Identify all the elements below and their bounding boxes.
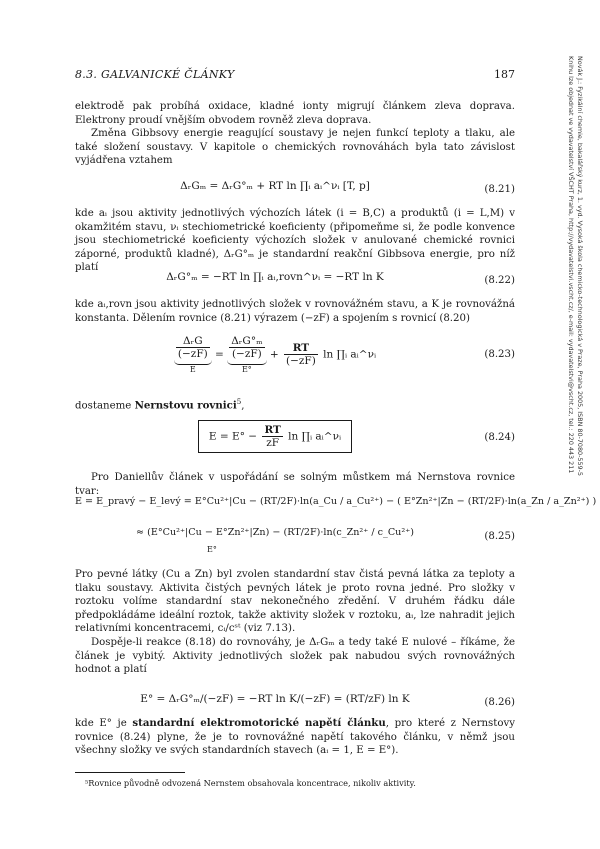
- paragraph-1: elektrodě pak probíhá oxidace, kladné ionty migrují článkem zleva doprava. Elektrony proudí vnějším obvodem rovněž zleva doprava. Změna Gibbsovy energie reagující soustavy je nejen funkcí teploty a tlaku, ale také složení soustavy. V kapitole o chemických rovnováhách byla tato závislost vyjádřena vztahem: [75, 101, 515, 167]
- equation-body: ≈ (E°Cu²⁺|Cu − E°Zn²⁺|Zn) − (RT/2F)·ln(c_Zn²⁺ / c_Cu²⁺): [135, 527, 415, 538]
- paragraph-4: kde aᵢ,rovn jsou aktivity jednotlivých složek v rovnovážném stavu, a K je rovnovážná konstanta. Dělením rovnice (8.21) výrazem (−zF) a spojením s rovnicí (8.20): [75, 299, 515, 324]
- equation-8-26: [75, 693, 515, 713]
- brace-label: E°: [207, 545, 217, 554]
- equation-number: (8.24): [484, 432, 515, 443]
- paragraph-8: Dospěje-li reakce (8.18) do rovnováhy, je ΔᵣGₘ a tedy také E nulové – říkáme, že článek je vybitý. Aktivity jednotlivých složek pak nabudou svých rovnovážných hodnot a platí: [75, 636, 515, 676]
- equation-body: ΔᵣGₘ = ΔᵣG°ₘ + RT ln ∏ᵢ aᵢ^νᵢ [T, p]: [180, 180, 370, 192]
- footnote: ⁵Rovnice původně odvozená Nernstem obsahovala koncentrace, nikoliv aktivity.: [85, 778, 416, 788]
- equation-body: ΔᵣG°ₘ = −RT ln ∏ᵢ aᵢ,rovn^νᵢ = −RT ln K: [166, 271, 384, 283]
- equation-number: (8.22): [484, 275, 515, 286]
- paragraph-3: kde aᵢ jsou aktivity jednotlivých výchozích látek (i = B,C) a produktů (i = L,M) v okamžitém stavu, νᵢ stechiometrické koeficienty (připomeňme si, že podle konvence jsou stechiometrické koeficienty výchozích složek v anulované chemické rovnici záporné, produktů kladné), ΔᵣG°ₘ je standardní reakční Gibbsova energie, pro níž platí: [75, 208, 515, 274]
- paragraph-6: Pro Daniellův článek v uspořádání se solným můstkem má Nernstova rovnice tvar:: [75, 472, 515, 497]
- page-number: 187: [494, 68, 515, 81]
- paragraph-7: Pro pevné látky (Cu a Zn) byl zvolen standardní stav čistá pevná látka za teploty a tlaku soustavy. Aktivita čistých pevných látek je proto rovna jedné. Pro složky v roztoku volíme standardní stav nekonečného zředění. V druhém řádku dále předpokládáme ideální roztok, takže aktivity složek v roztoku, aᵢ, lze nahradit jejich relativními koncentracemi, cᵢ/cˢᵗ (viz 7.13). Dospěje-li reakce (8.18) do rovnováhy, je ΔᵣGₘ a tedy také E nulové – říkáme, že článek je vybitý. Aktivity jednotlivých složek pak nabudou svých rovnovážných hodnot a platí: [75, 569, 515, 676]
- equation-body: $\frac{\text{ΔᵣG}}{(-zF)}$ E = $\frac{\text{ΔᵣG°ₘ}}{(-zF)}$ E° + $\frac{RT}{(-zF)}$ ln ∏ᵢ aᵢ^νᵢ: [75, 335, 475, 374]
- boxed-equation: E = E° − $\frac{RT}{zF}$ ln ∏ᵢ aᵢ^νᵢ: [198, 420, 352, 453]
- running-header: [75, 68, 515, 81]
- equation-8-22: [75, 271, 515, 291]
- equation-8-21: [75, 180, 515, 200]
- equation-body: [75, 420, 475, 453]
- equation-number: (8.26): [484, 697, 515, 708]
- equation-body: E = E_pravý − E_levý = E°Cu²⁺|Cu − (RT/2F)·ln(a_Cu / a_Cu²⁺) − ( E°Zn²⁺|Zn − (RT/2F)·ln(a_Zn / a_Zn²⁺) ): [75, 496, 597, 507]
- equation-8-23: [75, 335, 515, 385]
- section-title: 8.3. GALVANICKÉ ČLÁNKY: [75, 68, 235, 81]
- side-citation: [544, 56, 584, 616]
- footnote-ref: 5: [236, 397, 242, 406]
- paragraph-5: dostaneme Nernstovu rovnici$^5$,: [75, 397, 245, 412]
- equation-8-25-line-2: [75, 527, 515, 563]
- equation-number: (8.21): [484, 184, 515, 195]
- footnote-rule: [75, 772, 185, 773]
- term-nernst-equation: Nernstovu rovnici: [134, 399, 237, 412]
- equation-number: (8.23): [484, 349, 515, 360]
- term-standard-emf: standardní elektromotorické napětí článku: [132, 717, 386, 729]
- brace-label: E: [189, 365, 196, 374]
- equation-8-24: [75, 420, 515, 460]
- paragraph-2: Změna Gibbsovy energie reagující soustavy je nejen funkcí teploty a tlaku, ale také složení soustavy. V kapitole o chemických rovnováhách byla tato závislost vyjádřena vztahem: [75, 128, 515, 167]
- paragraph-9: kde E° je standardní elektromotorické napětí článku, pro které z Nernstovy rovnice (8.24) plyne, že je to rovnovážné napětí takového článku, v němž jsou všechny složky ve svých standardních stavech (aᵢ = 1, E = E°).: [75, 717, 515, 757]
- equation-number: (8.25): [484, 531, 515, 542]
- equation-8-25-line-1: [75, 496, 597, 516]
- equation-body: E° = ΔᵣG°ₘ/(−zF) = −RT ln K/(−zF) = (RT/zF) ln K: [140, 693, 410, 705]
- brace-label: E°: [241, 365, 252, 374]
- citation-line-2: Knihu lze objednat ve vydavatelství VŠCHT Praha, http://vydavatelstvi.vscht.cz/, e-mail: vydavatelstvi@vscht.cz, tel.: 220 443 211: [567, 56, 576, 474]
- citation-line-1: Novák J.: Fyzikální chemie, bakalářský kurz, 1. vyd. Vysoká škola chemicko-technologická v Praze, Praha 2005, ISBN 80-7080-559-5: [576, 56, 584, 476]
